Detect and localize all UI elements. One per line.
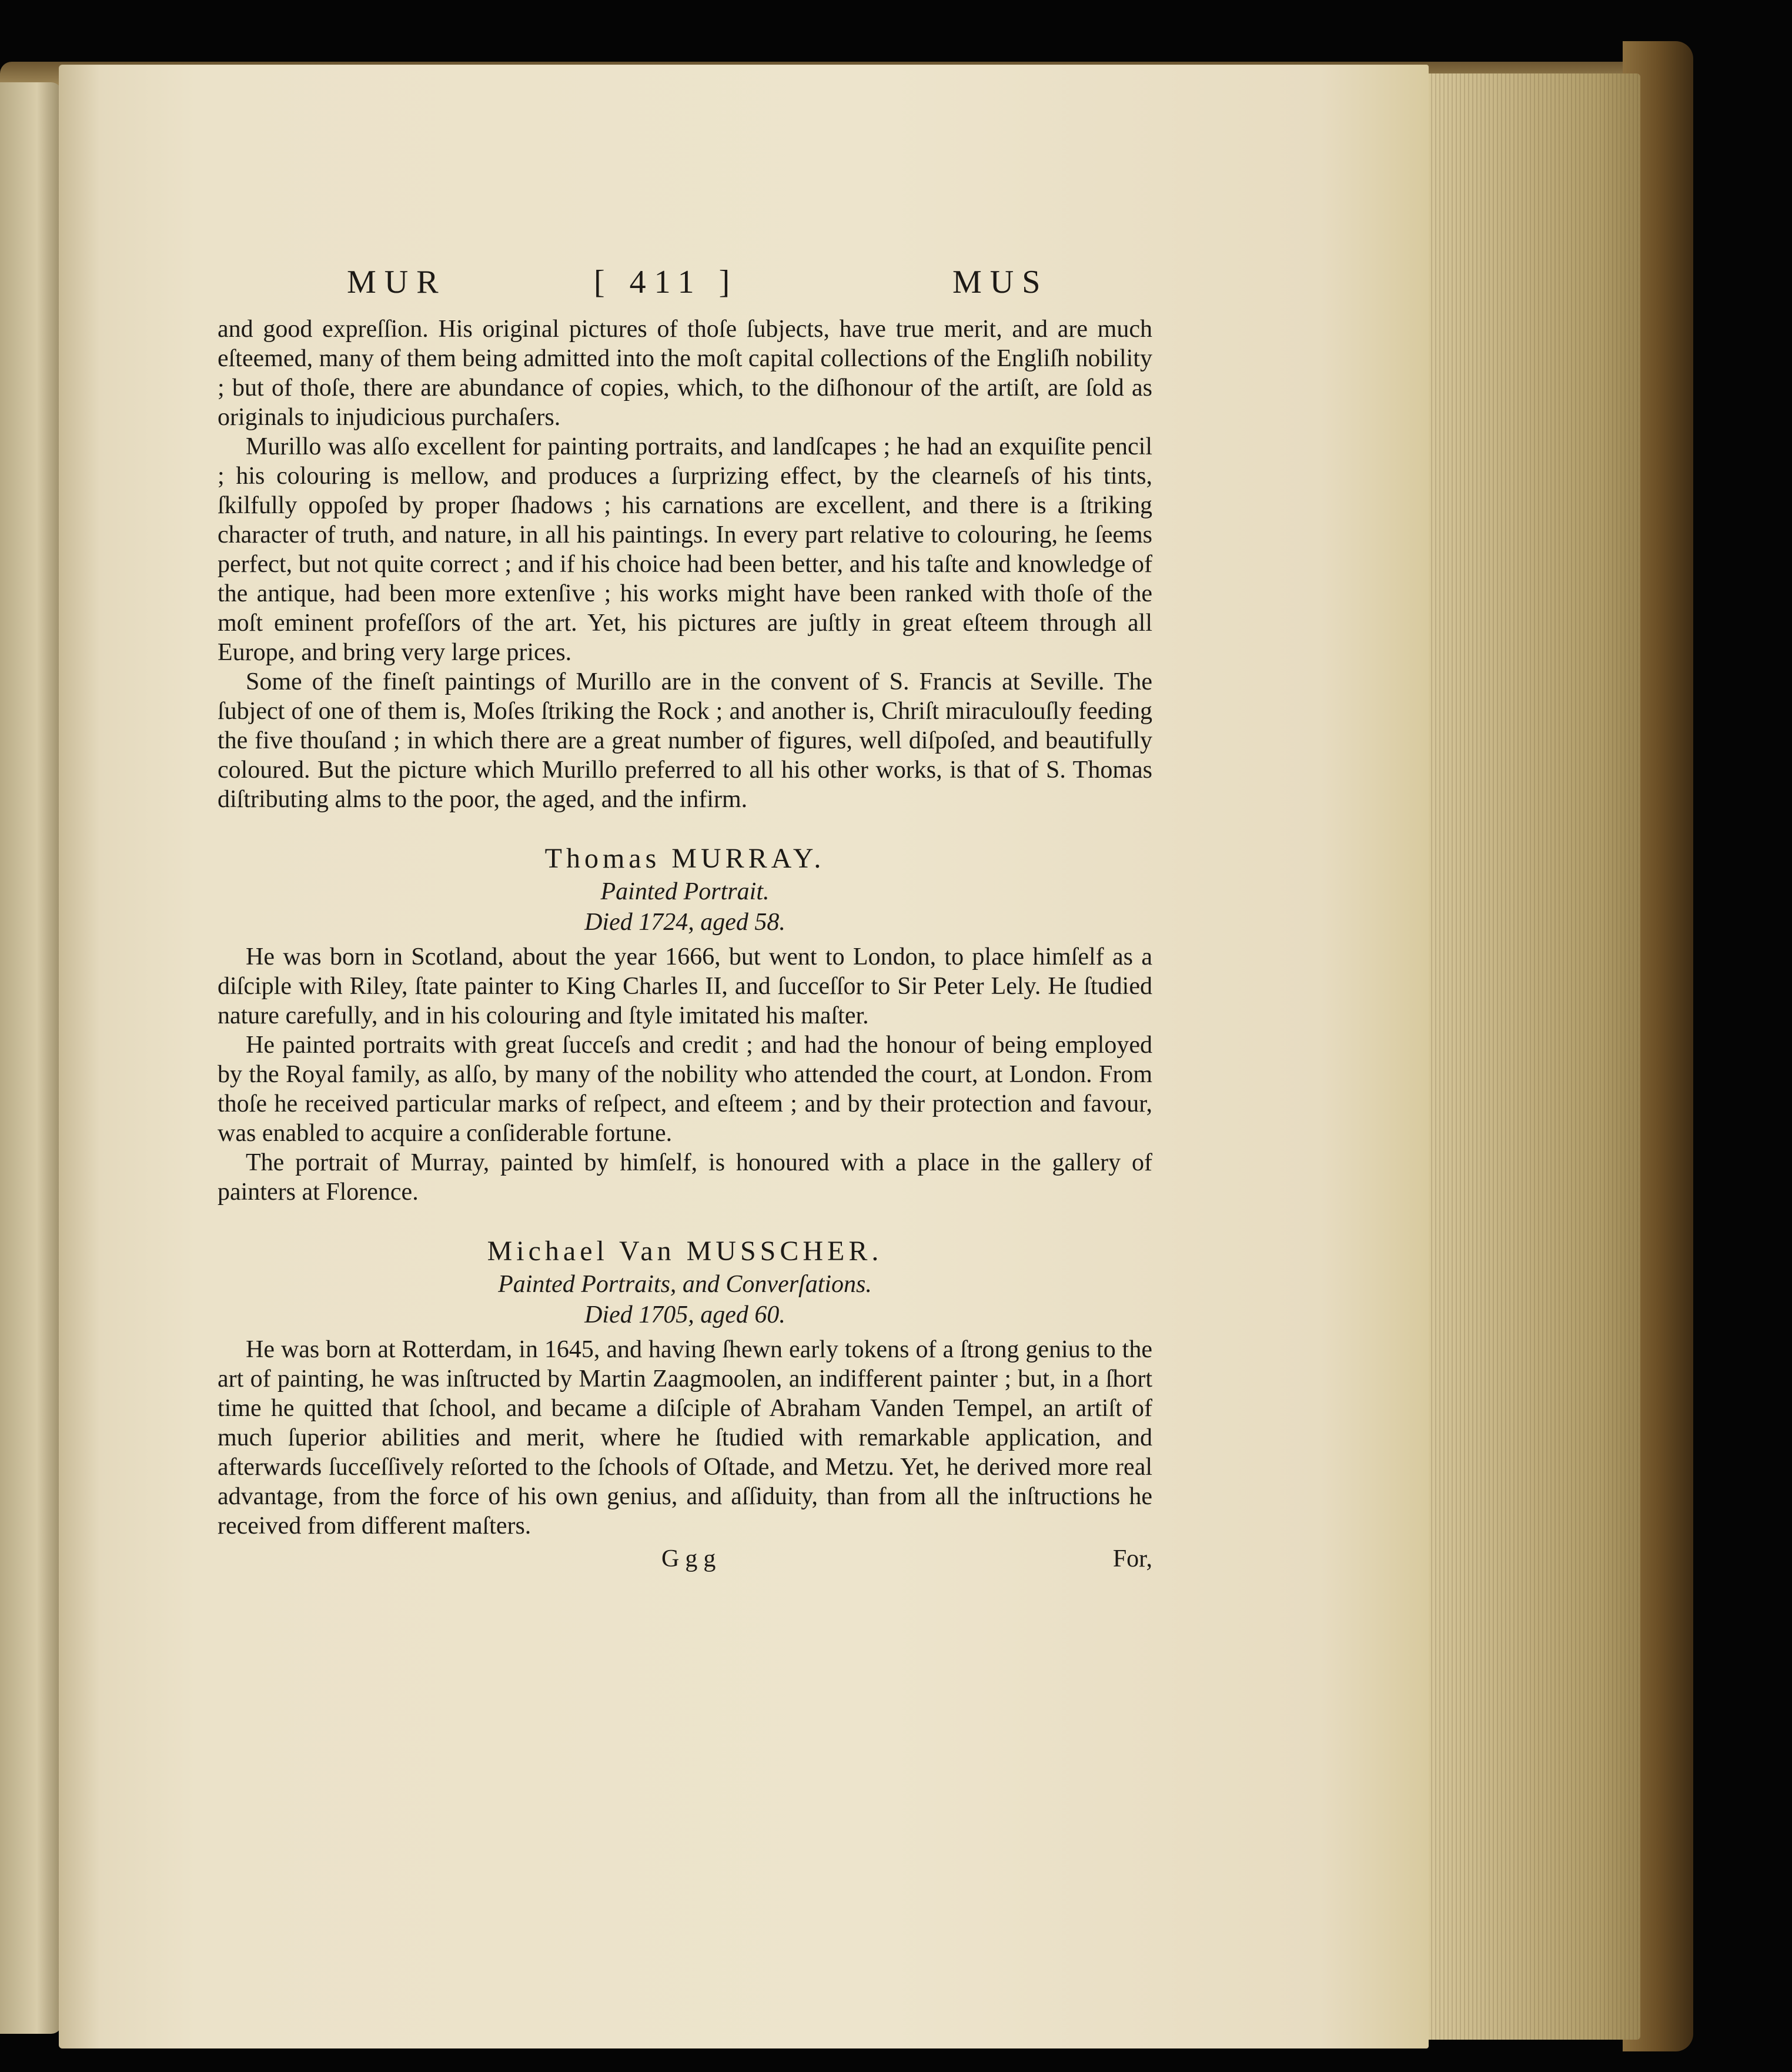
page-number: [ 411 ] — [594, 264, 738, 300]
page-text — [218, 264, 1152, 1576]
section-title-murray: Thomas MURRAY. — [544, 843, 825, 874]
section-subtitle-musscher: Painted Portraits, and Converſations. — [498, 1271, 872, 1298]
catchword: For, — [1112, 1545, 1152, 1572]
paragraph: and good expreſſion. His original pictures of thoſe ſubjects, have true merit, and are much eſteemed, many of them being admitted into the moſt capital collections of the Engliſh nobility ; but of thoſe, there are abundance of copies, which, to the diſhonour of the artiſt, are ſold as originals to injudicious purchaſers. — [218, 316, 1152, 431]
page-footer — [218, 1544, 1152, 1576]
facing-page-edge — [0, 82, 62, 2034]
section-title-musscher: Michael Van MUSSCHER. — [487, 1236, 883, 1267]
page-fore-edge — [1423, 73, 1640, 2040]
paragraph: He was born at Rotterdam, in 1645, and having ſhewn early tokens of a ſtrong genius to the art of painting, he was inſtructed by Martin Zaagmoolen, an indifferent painter ; but, in a ſhort time he quitted that ſchool, and became a diſciple of Abraham Vanden Tempel, an artiſt of much ſuperior abilities and merit, where he ſtudied with remarkable application, and afterwards ſucceſſively reſorted to the ſchools of Oſtade, and Metzu. Yet, he derived more real advantage, from the force of his own genius, and aſſiduity, than from all the inſtructions he received from different maſters. — [218, 1336, 1152, 1539]
paragraph: The portrait of Murray, painted by himſelf, is honoured with a place in the gallery of painters at Florence. — [218, 1149, 1152, 1206]
section-died-murray: Died 1724, aged 58. — [584, 909, 785, 936]
running-head — [218, 264, 1152, 314]
signature-mark: Ggg — [661, 1545, 722, 1572]
section-subtitle-murray: Painted Portrait. — [600, 878, 770, 905]
paragraph: Some of the fineſt paintings of Murillo are in the convent of S. Francis at Seville. The ſubject of one of them is, Moſes ſtriking the Rock ; and another is, Chriſt miraculouſly feeding the five thouſand ; in which there are a great number of figures, well diſpoſed, and beautifully coloured. But the picture which Murillo preferred to all his other works, is that of S. Thomas diſtributing alms to the poor, the aged, and the infirm. — [218, 668, 1152, 813]
paragraph: He painted portraits with great ſucceſs and credit ; and had the honour of being employed by the Royal family, as alſo, by many of the nobility who attended the court, at London. From thoſe he received particular marks of reſpect, and eſteem ; and by their protection and favour, was enabled to acquire a conſiderable fortune. — [218, 1032, 1152, 1147]
paragraph: He was born in Scotland, about the year 1666, but went to London, to place himſelf as a diſciple with Riley, ſtate painter to King Charles II, and ſucceſſor to Sir Peter Lely. He ſtudied nature carefully, and in his colouring and ſtyle imitated his maſter. — [218, 943, 1152, 1029]
paragraph: Murillo was alſo excellent for painting portraits, and landſcapes ; he had an exquiſite pencil ; his colouring is mellow, and produces a ſurprizing effect, by the clearneſs of his tints, ſkilfully oppoſed by proper ſhadows ; his carnations are excellent, and there is a ſtriking character of truth, and nature, in all his paintings. In every part relative to colouring, he ſeems perfect, but not quite correct ; and if his choice had been better, and his taſte and knowledge of the antique, had been more extenſive ; his works might have been ranked with thoſe of the moſt eminent profeſſors of the art. Yet, his pictures are juſtly in great eſteem through all Europe, and bring very large prices. — [218, 433, 1152, 666]
section-died-musscher: Died 1705, aged 60. — [584, 1301, 785, 1328]
running-head-right: MUS — [952, 264, 1049, 300]
running-head-left: MUR — [347, 264, 447, 300]
